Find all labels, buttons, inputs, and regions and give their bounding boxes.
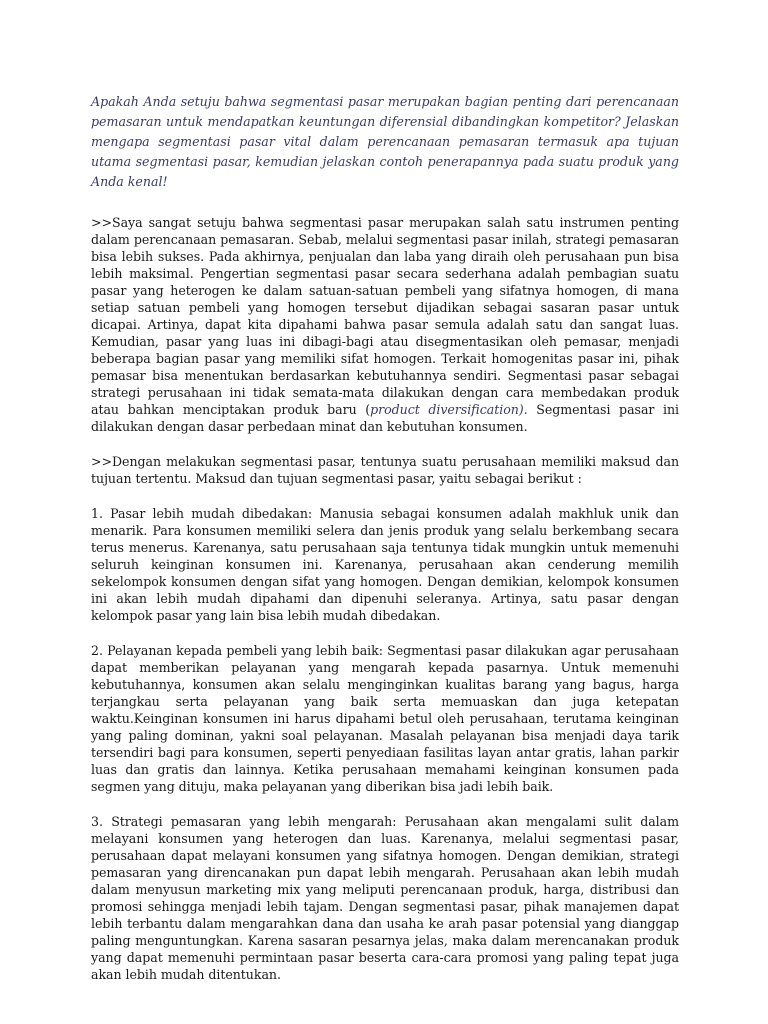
product-diversification-term: product diversification). <box>370 402 528 417</box>
answer-intro-text: >>Saya sangat setuju bahwa segmentasi pasar merupakan salah satu instrumen penting dalam perencanaan pemasaran. Sebab, melalui segmentasi pasar inilah, strategi pemasaran bisa lebih sukses. Pada akhirnya, penjualan dan laba yang diraih oleh perusahaan pun bisa lebih maksimal. Pengertian segmentasi pasar secara sederhana adalah pembagian suatu pasar yang heterogen ke dalam satuan-satuan pembeli yang sifatnya homogen, di mana setiap satuan pembeli yang homogen tersebut dijadikan sebagai sasaran pasar untuk dicapai. Artinya, dapat kita dipahami bahwa pasar semula adalah satu dan sangat luas. Kemudian, pasar yang luas ini dibagi-bagi atau disegmentasikan oleh pemasar, menjadi beberapa bagian pasar yang memiliki sifat homogen. Terkait homogenitas pasar ini, pihak pemasar bisa menentukan berdasarkan kebutuhannya sendiri. Segmentasi pasar sebagai strategi perusahaan ini tidak semata-mata dilakukan dengan cara membedakan produk atau bahkan menciptakan produk baru ( <box>91 215 679 417</box>
document-page <box>91 92 679 1001</box>
point-3-paragraph: 3. Strategi pemasaran yang lebih mengarah: Perusahaan akan mengalami sulit dalam melayani konsumen yang heterogen dan luas. Karenanya, melalui segmentasi pasar, perusahaan dapat melayani konsumen yang sifatnya homogen. Dengan demikian, strategi pemasaran yang direncanakan pun dapat lebih mengarah. Perusahaan akan lebih mudah dalam menyusun marketing mix yang meliputi perencanaan produk, harga, distribusi dan promosi sehingga menjadi lebih tajam. Dengan segmentasi pasar, pihak manajemen dapat lebih terbantu dalam mengarahkan dana dan usaha ke arah pasar potensial yang dianggap paling menguntungkan. Karena sasaran pesarnya jelas, maka dalam merencanakan produk yang dapat memenuhi permintaan pasar beserta cara-cara promosi yang paling tepat juga akan lebih mudah ditentukan. <box>91 814 679 982</box>
point-1-paragraph: 1. Pasar lebih mudah dibedakan: Manusia sebagai konsumen adalah makhluk unik dan menarik. Para konsumen memiliki selera dan jenis produk yang selalu berkembang secara terus menerus. Karenanya, satu perusahaan saja tentunya tidak mungkin untuk memenuhi seluruh keinginan konsumen ini. Karenanya, perusahaan akan cenderung memilih sekelompok konsumen dengan sifat yang homogen. Dengan demikian, kelompok konsumen ini akan lebih mudah dipahami dan dipenuhi seleranya. Artinya, satu pasar dengan kelompok pasar yang lain bisa lebih mudah dibedakan. <box>91 506 679 623</box>
answer-purpose-paragraph: >>Dengan melakukan segmentasi pasar, tentunya suatu perusahaan memiliki maksud dan tujuan tertentu. Maksud dan tujuan segmentasi pasar, yaitu sebagai berikut : <box>91 454 679 486</box>
point-2-paragraph: 2. Pelayanan kepada pembeli yang lebih baik: Segmentasi pasar dilakukan agar perusahaan dapat memberikan pelayanan yang mengarah kepada pasarnya. Untuk memenuhi kebutuhannya, konsumen akan selalu menginginkan kualitas barang yang bagus, harga terjangkau serta pelayanan yang baik serta memuaskan dan juga ketepatan waktu.Keinginan konsumen ini harus dipahami betul oleh perusahaan, terutama keinginan yang paling dominan, yakni soal pelayanan. Masalah pelayanan bisa menjadi daya tarik tersendiri bagi para konsumen, seperti penyediaan fasilitas layan antar gratis, lahan parkir luas dan gratis dan lainnya. Ketika perusahaan memahami keinginan konsumen pada segmen yang dituju, maka pelayanan yang diberikan bisa jadi lebih baik. <box>91 643 679 794</box>
answer-intro-continuation: Segmentasi pasar ini dilakukan dengan dasar perbedaan minat dan kebutuhan konsumen. <box>91 402 679 434</box>
question-paragraph: Apakah Anda setuju bahwa segmentasi pasar merupakan bagian penting dari perencanaan pemasaran untuk mendapatkan keuntungan diferensial dibandingkan kompetitor? Jelaskan mengapa segmentasi pasar vital dalam perencanaan pemasaran termasuk apa tujuan utama segmentasi pasar, kemudian jelaskan contoh penerapannya pada suatu produk yang Anda kenal! <box>91 94 679 189</box>
answer-intro-paragraph <box>91 214 679 435</box>
